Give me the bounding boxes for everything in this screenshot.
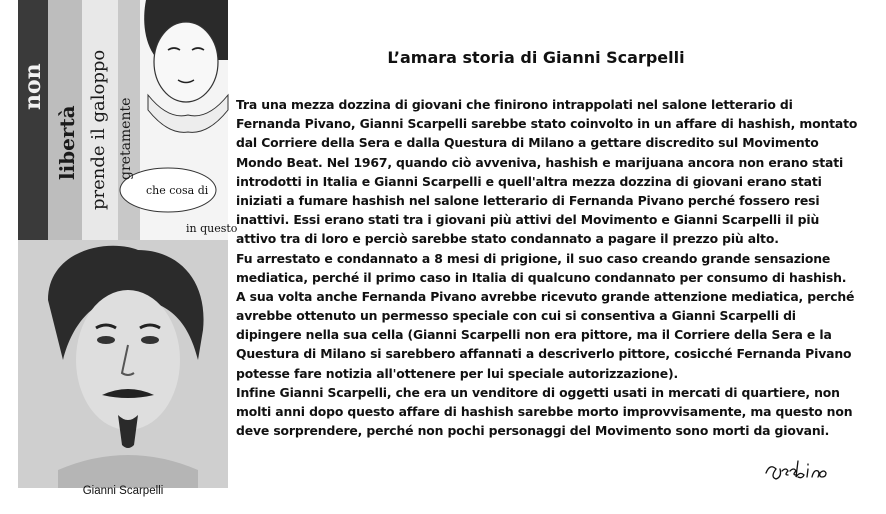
collage-word-1: non (20, 63, 46, 110)
article-line: inattivi. Essi erano stati tra i giovani più attivi del Movimento e Gianni Scarpelli il più (236, 212, 820, 228)
collage-image (18, 0, 238, 488)
article-line: A sua volta anche Fernanda Pivano avrebbe ricevuto grande attenzione mediatica, perché (236, 288, 855, 304)
photo-caption: Gianni Scarpelli (82, 485, 164, 497)
article-line: potesse fare notizia all'ottenere per lui speciale autorizzazione). (236, 365, 679, 381)
collage-word-4: gretamente (118, 97, 134, 180)
collage-word-3: prende il galoppo (88, 49, 109, 210)
collage-word-2: libertà (55, 105, 79, 180)
article-title: L’amara storia di Gianni Scarpelli (387, 48, 685, 67)
signature-image (760, 455, 840, 485)
article-line: Infine Gianni Scarpelli, che era un venditore di oggetti usati in mercati di quartiere, non (236, 384, 840, 400)
article-line: molti anni dopo questo affare di hashish sarebbe morto improvvisamente, ma questo non (236, 404, 853, 419)
article-line: dal Corriere della Sera e dalla Questura di Milano a gettare discredito sul Movimento (236, 135, 819, 151)
speech-bubble-text: che cosa di (146, 184, 209, 197)
collage-photo (18, 0, 238, 488)
article-line: introdotti in Italia e Gianni Scarpelli e quell'altra mezza dozzina di giovani erano stati (236, 173, 822, 189)
article-line: attivo tra di loro e perciò sarebbe stato condannato a pagare il prezzo più alto. (236, 231, 779, 247)
article-line: Fernanda Pivano, Gianni Scarpelli sarebbe stato coinvolto in un affare di hashish, montato (236, 116, 858, 132)
article-line: avrebbe ottenuto un permesso speciale con cui si consentiva a Gianni Scarpelli di (236, 308, 796, 324)
article-line: iniziati a fumare hashish nel salone letterario di Fernanda Pivano perché fossero resi (236, 192, 820, 208)
article-line: Mondo Beat. Nel 1967, quando ciò avveniva, hashish e marijuana ancora non erano stati (236, 154, 844, 170)
article-line: mediatica, perché il primo caso in Italia di qualcuno condannato per consumo di hashish. (236, 269, 847, 285)
article-line: Tra una mezza dozzina di giovani che finirono intrappolati nel salone letterario di (236, 97, 793, 112)
article-line: Fu arrestato e condannato a 8 mesi di prigione, il suo caso creando grande sensazione (236, 250, 831, 266)
article-line: dipingere nella sua cella (Gianni Scarpelli non era pittore, ma il Corriere della Sera e la (236, 327, 832, 343)
in-questo-text: in questo (186, 222, 238, 235)
article-line: deve sorprendere, perché non pochi personaggi del Movimento sono morti da giovani. (236, 423, 830, 439)
article-line: Questura di Milano si sarebbero affannati a descriverlo pittore, cosicché Fernanda Pivano (236, 346, 852, 362)
article-body (236, 95, 886, 440)
